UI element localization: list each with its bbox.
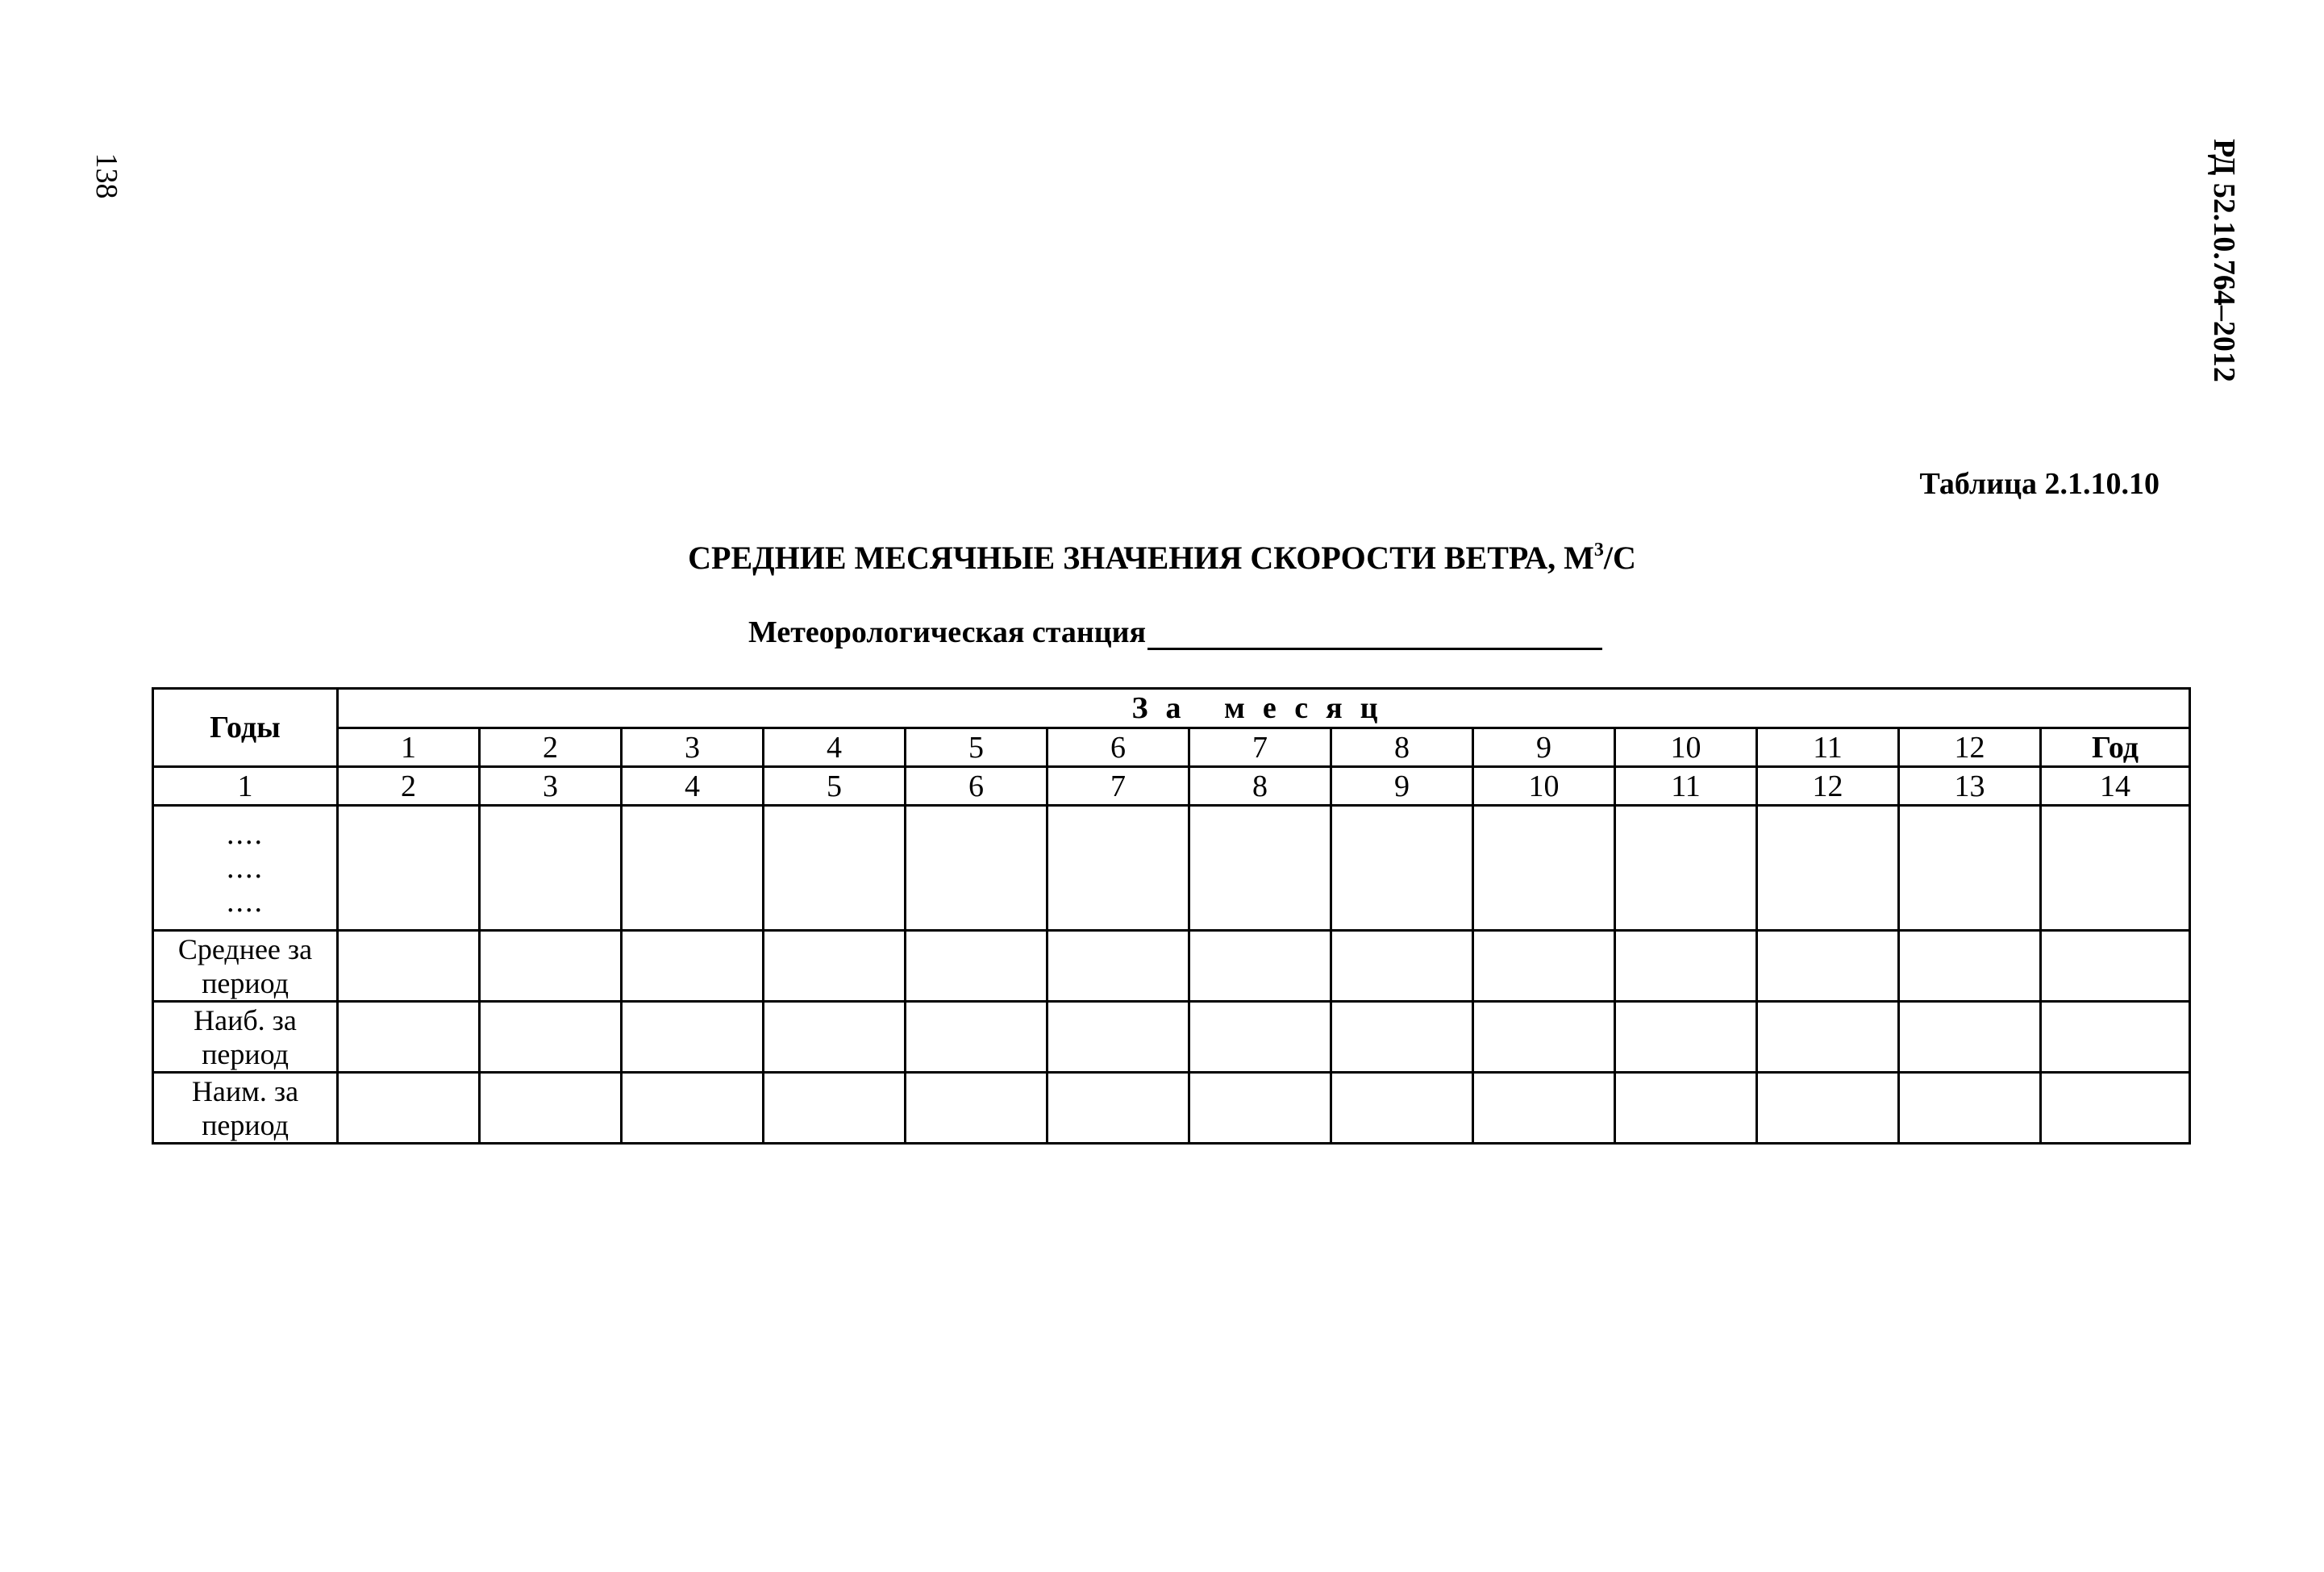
title-main: СРЕДНИЕ МЕСЯЧНЫЕ ЗНАЧЕНИЯ СКОРОСТИ ВЕТРА, М [688,540,1594,576]
table-cell [764,931,906,1002]
table-cell [1899,1002,2041,1073]
header-month: 1 [338,728,480,767]
row-label-max [153,1002,338,1073]
column-number: 8 [1189,767,1331,806]
header-month: 5 [906,728,1047,767]
column-number: 9 [1331,767,1473,806]
header-month: 9 [1473,728,1615,767]
table-cell [906,1002,1047,1073]
table-cell [338,806,480,931]
table-cell [480,931,622,1002]
table-cell [1473,1073,1615,1144]
column-number: 14 [2041,767,2190,806]
years-placeholder-cell [153,806,338,931]
header-month: 2 [480,728,622,767]
document-code: РД 52.10.764–2012 [2207,139,2241,382]
table-cell [2041,1073,2190,1144]
station-label: Метеорологическая станция [748,615,1147,649]
dots-line: .... [227,851,264,885]
table-cell [1899,806,2041,931]
row-label-min [153,1073,338,1144]
table-cell [1757,1073,1899,1144]
table-cell [1473,806,1615,931]
table-row-years [153,806,2190,931]
header-month: 10 [1615,728,1757,767]
column-number: 10 [1473,767,1615,806]
table-cell [1757,1002,1899,1073]
table-cell [1331,806,1473,931]
table-cell [1615,1002,1757,1073]
table-cell [2041,1002,2190,1073]
column-number: 5 [764,767,906,806]
dots-line: .... [227,885,264,919]
table-cell [1047,1073,1189,1144]
dots-line: .... [227,817,264,851]
table-cell [764,806,906,931]
column-number: 12 [1757,767,1899,806]
header-month: 7 [1189,728,1331,767]
header-month: 4 [764,728,906,767]
column-number: 11 [1615,767,1757,806]
header-row-1 [153,689,2190,728]
table-cell [622,931,764,1002]
title-tail: /С [1603,540,1636,576]
table-cell [1615,1073,1757,1144]
table-cell [906,1073,1047,1144]
table-cell [338,931,480,1002]
station-blank-field [1147,617,1602,650]
table-row-max [153,1002,2190,1073]
column-number-row [153,767,2190,806]
table-cell [480,1073,622,1144]
table-cell [480,1002,622,1073]
table-cell [1331,1002,1473,1073]
column-number: 6 [906,767,1047,806]
header-years: Годы [153,689,338,767]
column-number: 13 [1899,767,2041,806]
title-superscript: 3 [1593,540,1604,561]
row-label-line: Наим. за [191,1074,299,1107]
header-year-total: Год [2041,728,2190,767]
table-cell [622,1073,764,1144]
header-by-month: За месяц [338,689,2190,728]
table-cell [906,806,1047,931]
header-month: 12 [1899,728,2041,767]
table-cell [906,931,1047,1002]
table-cell [622,806,764,931]
table-cell [1615,806,1757,931]
station-line [748,615,1602,650]
column-number: 4 [622,767,764,806]
table-cell [1047,806,1189,931]
table-cell [1757,806,1899,931]
table-cell [1189,931,1331,1002]
table-cell [480,806,622,931]
row-label-line: Среднее за [177,932,313,965]
header-month: 11 [1757,728,1899,767]
table-cell [1899,931,2041,1002]
table-cell [764,1002,906,1073]
table-cell [1189,1073,1331,1144]
row-label-line: период [202,1108,289,1141]
row-label-mean [153,931,338,1002]
table-cell [764,1073,906,1144]
table-cell [2041,806,2190,931]
column-number: 3 [480,767,622,806]
header-month: 3 [622,728,764,767]
table-cell [1189,806,1331,931]
table-cell [1899,1073,2041,1144]
table-cell [1615,931,1757,1002]
table-row-mean [153,931,2190,1002]
table-cell [1473,1002,1615,1073]
table-title [0,539,2324,577]
table-cell [338,1073,480,1144]
row-label-line: Наиб. за [194,1003,297,1036]
table-cell [1757,931,1899,1002]
table-cell [1189,1002,1331,1073]
table-cell [1331,931,1473,1002]
table-cell [2041,931,2190,1002]
header-month: 8 [1331,728,1473,767]
table-cell [1331,1073,1473,1144]
table-cell [1047,1002,1189,1073]
wind-speed-table [152,687,2191,1145]
table-cell [338,1002,480,1073]
header-month: 6 [1047,728,1189,767]
table-row-min [153,1073,2190,1144]
row-label-line: период [202,966,289,999]
table-cell [622,1002,764,1073]
column-number: 2 [338,767,480,806]
table-cell [1047,931,1189,1002]
page-number: 138 [90,152,123,199]
row-label-line: период [202,1037,289,1070]
table-cell [1473,931,1615,1002]
table-number: Таблица 2.1.10.10 [1919,467,2159,501]
column-number: 1 [153,767,338,806]
header-row-2 [153,728,2190,767]
column-number: 7 [1047,767,1189,806]
